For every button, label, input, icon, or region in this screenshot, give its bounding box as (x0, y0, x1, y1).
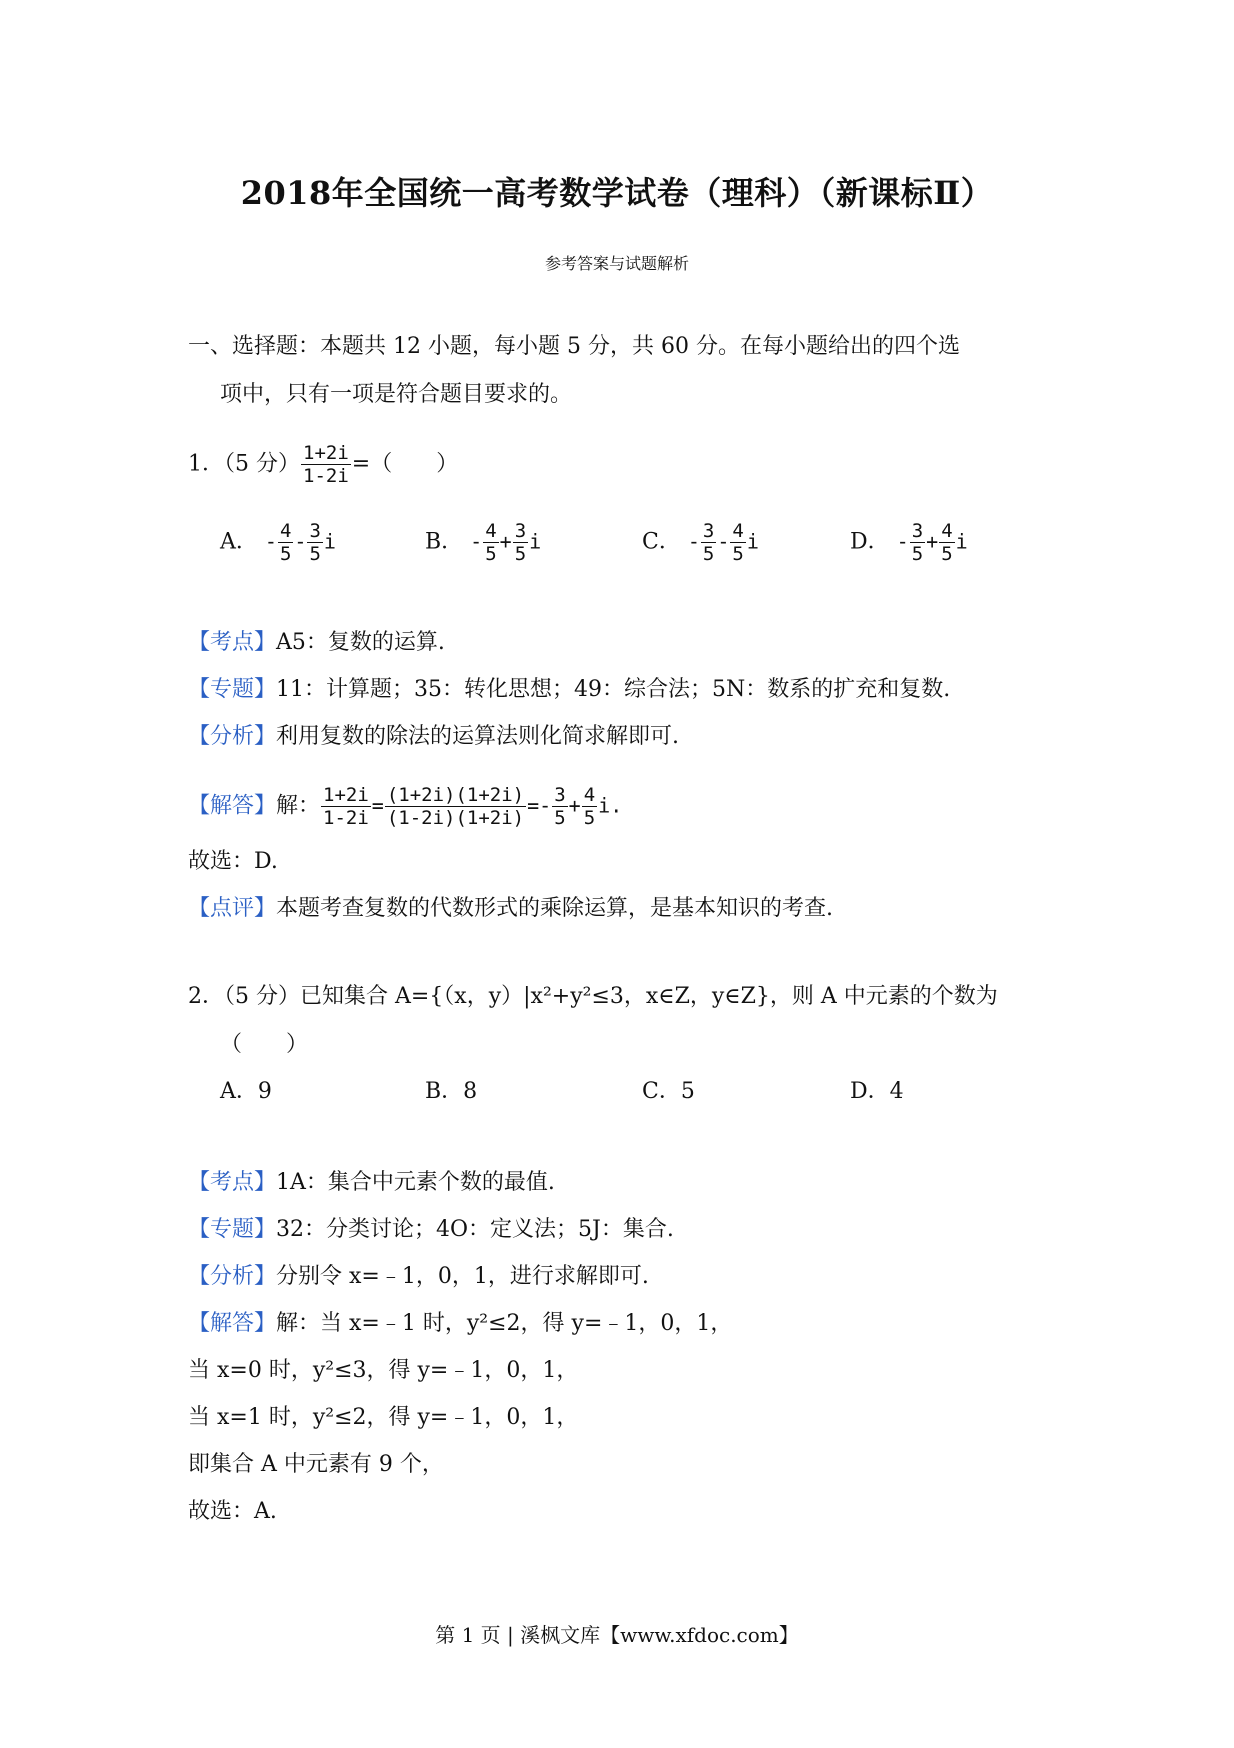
frac-num: 4 (941, 520, 953, 542)
page-title: 2018年全国统一高考数学试卷（理科）（新课标Ⅱ） (240, 174, 994, 212)
q2-line-x1: 当 x=1 时，y²≤2，得 y=﹣1，0，1， (188, 1405, 579, 1430)
frac-num: 4 (583, 784, 596, 806)
plus-sign: + (568, 793, 581, 818)
dianping-tag: 【点评】 (188, 896, 277, 921)
jieda-fraction-4 (582, 784, 597, 829)
q1-answer: 故选：D. (188, 849, 278, 874)
q1-fraction (301, 442, 351, 487)
q2-option-a: A．9 (220, 1079, 272, 1104)
frac-num: 3 (911, 520, 924, 542)
frac-num: 3 (309, 520, 321, 542)
q2-kaodian (188, 1168, 555, 1198)
jieda-prefix: 解： (276, 793, 321, 819)
q1-jieda (188, 784, 622, 829)
equals-sign: = (371, 793, 384, 818)
frac-den: 5 (554, 807, 566, 829)
option-fraction (910, 520, 925, 565)
frac-den: (1-2i)(1+2i) (386, 807, 525, 829)
option-sign: - (687, 529, 700, 554)
section-heading-line2: 项中，只有一项是符合题目要求的。 (220, 382, 573, 407)
frac-den: 5 (941, 543, 953, 565)
q2-answer: 故选：A. (188, 1499, 277, 1524)
q2-fenxi (188, 1262, 649, 1292)
option-sign: + (926, 529, 939, 554)
jieda-fraction-3 (552, 784, 567, 829)
q2-option-d: D．4 (850, 1079, 904, 1104)
zhuanti-text: 11：计算题；35：转化思想；49：综合法；5N：数系的扩充和复数. (276, 677, 951, 702)
q2-stem-line2: （ ） (220, 1032, 309, 1057)
page-footer: 第 1 页 | 溪枫文库【www.xfdoc.com】 (435, 1623, 799, 1647)
kaodian-tag: 【考点】 (188, 630, 277, 655)
zhuanti-tag: 【专题】 (188, 1217, 277, 1242)
q1-option-a (220, 520, 336, 565)
frac-den: 5 (485, 543, 497, 565)
option-sign: - (717, 529, 730, 554)
jieda-fraction-1 (321, 784, 371, 829)
option-label: C． (642, 529, 681, 555)
kaodian-tag: 【考点】 (188, 1170, 277, 1195)
frac-den: 1-2i (323, 807, 369, 829)
jieda-fraction-2 (385, 784, 526, 829)
zhuanti-text: 32：分类讨论；4O：定义法；5J：集合. (276, 1217, 674, 1242)
option-sign: - (896, 529, 909, 554)
option-tail: i (323, 529, 336, 554)
kaodian-text: A5：复数的运算. (276, 630, 445, 655)
frac-den: 5 (309, 543, 321, 565)
frac-num: 4 (732, 520, 744, 542)
fenxi-tag: 【分析】 (188, 724, 277, 749)
q2-jieda (188, 1309, 732, 1339)
jieda-tail: i. (598, 793, 623, 818)
frac-num: 3 (554, 784, 566, 806)
frac-den: 5 (911, 543, 924, 565)
equals-minus: =- (527, 793, 552, 818)
q1-frac-den: 1-2i (303, 465, 349, 487)
q1-zhuanti (188, 675, 950, 705)
frac-num: 1+2i (323, 784, 369, 806)
q1-prefix: 1．（5 分） (188, 451, 300, 477)
section-heading-line1: 一、选择题：本题共 12 小题，每小题 5 分，共 60 分。在每小题给出的四个选 (188, 334, 960, 359)
q2-stem-line1: 2．（5 分）已知集合 A={（x，y）|x²+y²≤3，x∈Z，y∈Z}，则 A 中元素的个数为 (188, 984, 998, 1009)
q1-fenxi (188, 722, 679, 752)
frac-num: 3 (514, 520, 527, 542)
option-sign: - (470, 529, 483, 554)
frac-den: 5 (279, 543, 292, 565)
option-fraction (701, 520, 716, 565)
option-label: A． (220, 529, 258, 555)
frac-den: 5 (514, 543, 527, 565)
q1-option-c (642, 520, 759, 565)
q1-frac-num: 1+2i (303, 442, 349, 464)
option-fraction (513, 520, 528, 565)
frac-num: 4 (485, 520, 497, 542)
option-fraction (730, 520, 745, 565)
option-sign: + (499, 529, 512, 554)
option-label: D． (850, 529, 890, 555)
fenxi-text: 利用复数的除法的运算法则化简求解即可. (276, 724, 680, 749)
frac-num: (1+2i)(1+2i) (386, 784, 525, 806)
jieda-tag: 【解答】 (188, 793, 277, 819)
q1-option-d (850, 520, 968, 565)
option-fraction (939, 520, 954, 565)
q1-option-b (425, 520, 541, 565)
option-fraction (278, 520, 293, 565)
fenxi-text: 分别令 x=﹣1，0，1，进行求解即可. (276, 1264, 649, 1289)
zhuanti-tag: 【专题】 (188, 677, 277, 702)
jieda-tag: 【解答】 (188, 1311, 277, 1336)
q1-kaodian (188, 628, 445, 658)
q2-option-c: C．5 (642, 1079, 695, 1104)
frac-den: 5 (702, 543, 715, 565)
kaodian-text: 1A：集合中元素个数的最值. (276, 1170, 555, 1195)
dianping-text: 本题考查复数的代数形式的乘除运算，是基本知识的考查. (276, 896, 834, 921)
q1-dianping (188, 894, 833, 924)
frac-den: 5 (732, 543, 744, 565)
option-label: B． (425, 529, 464, 555)
option-tail: i (746, 529, 759, 554)
option-fraction (483, 520, 498, 565)
frac-den: 5 (583, 807, 596, 829)
jieda-text: 解：当 x=﹣1 时，y²≤2，得 y=﹣1，0，1， (276, 1311, 733, 1336)
page-subtitle: 参考答案与试题解析 (544, 254, 689, 273)
option-tail: i (529, 529, 542, 554)
fenxi-tag: 【分析】 (188, 1264, 277, 1289)
q1-suffix: =（ ） (351, 451, 459, 477)
q2-option-b: B．8 (425, 1079, 478, 1104)
q2-zhuanti (188, 1215, 674, 1245)
frac-num: 4 (279, 520, 292, 542)
option-fraction (307, 520, 322, 565)
q1-stem (188, 442, 458, 487)
option-sign: - (264, 529, 277, 554)
q2-line-total: 即集合 A 中元素有 9 个， (188, 1452, 444, 1477)
option-tail: i (955, 529, 968, 554)
q2-line-x0: 当 x=0 时，y²≤3，得 y=﹣1，0，1， (188, 1358, 579, 1383)
option-sign: - (294, 529, 307, 554)
frac-num: 3 (702, 520, 715, 542)
